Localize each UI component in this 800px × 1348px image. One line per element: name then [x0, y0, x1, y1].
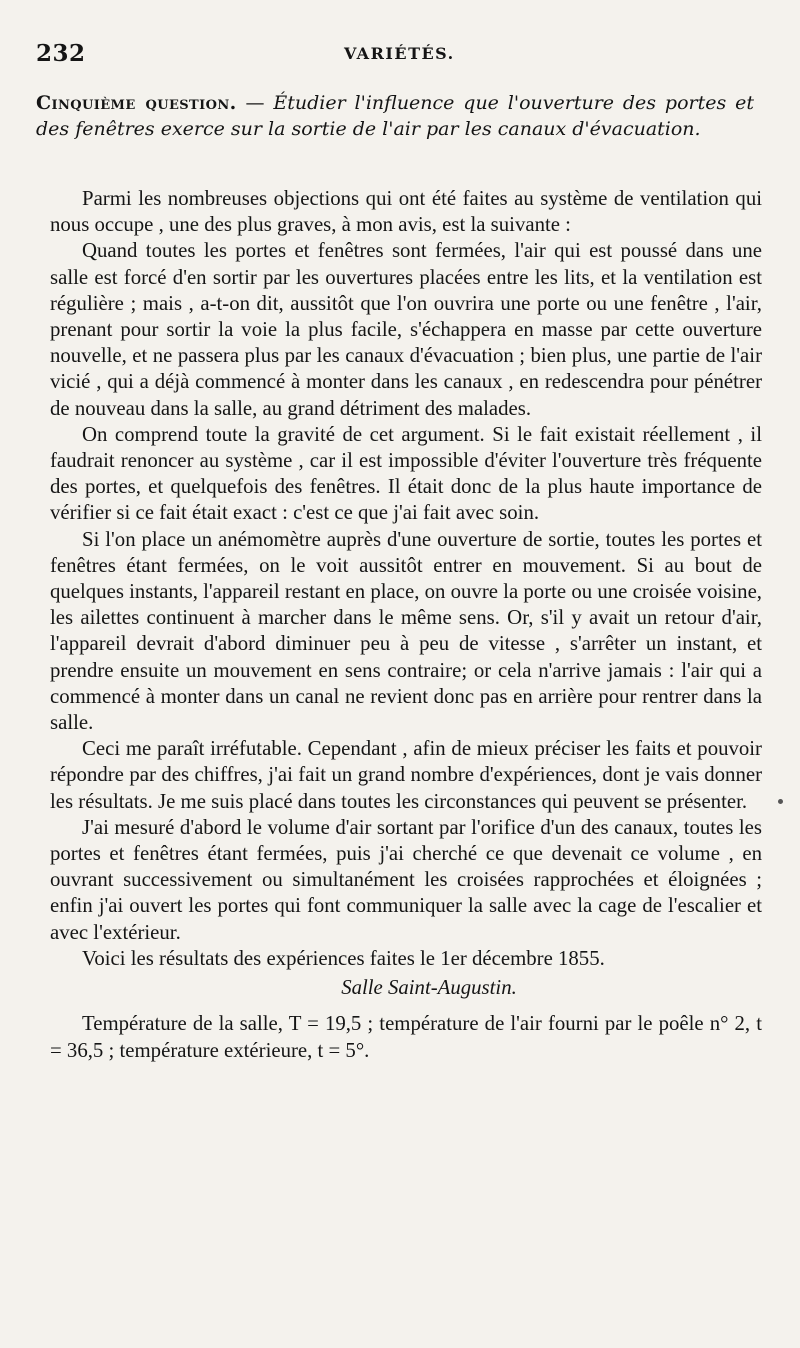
paragraph-argument: On comprend toute la gravité de cet argument. Si le fait existait réellement , il faudrait renoncer au système , car il est impossible d'éviter l'ouverture très fréquente des portes, et quelquefois des fenêtres. Il était donc de la plus haute importance de vérifier si ce fait était exact : c'est ce que j'ai fait avec soin. [50, 422, 762, 525]
running-head: VARIÉTÉS. [344, 44, 455, 63]
room-subheading [50, 975, 762, 1001]
temperature-line: Température de la salle, T = 19,5 ; température de l'air fourni par le poêle n° 2, t = 36,5 ; température extérieure, t = 5°. [50, 1012, 762, 1062]
paragraph-measurements: J'ai mesuré d'abord le volume d'air sortant par l'orifice d'un des canaux, toutes les portes et fenêtres étant fermées, puis j'ai cherché ce que devenait ce volume , en ouvrant successivement ou simultanément les croisées rapprochées et éloignées ; enfin j'ai ouvert les portes qui font communiquer la salle avec la cage de l'escalier et avec l'extérieur. [50, 815, 762, 944]
page-number: 232 [36, 40, 86, 67]
room-name: Salle Saint-Augustin. [341, 976, 517, 1000]
margin-dot [778, 799, 783, 804]
question-dash: — [236, 92, 274, 114]
question-heading [36, 90, 754, 142]
paragraph-experiments: Ceci me paraît irréfutable. Cependant , afin de mieux préciser les faits et pouvoir répondre par des chiffres, j'ai fait un grand nombre d'expériences, dont je vais donner les résultats. Je me suis placé dans toutes les circonstances qui peuvent se présenter. [50, 737, 762, 813]
article-body [50, 186, 762, 1064]
paragraph-results-date: Voici les résultats des expériences faites le 1er décembre 1855. [82, 946, 605, 970]
paragraph-anemometer: Si l'on place un anémomètre auprès d'une ouverture de sortie, toutes les portes et fenêtres étant fermées, on le voit aussitôt entrer en mouvement. Si au bout de quelques instants, l'appareil restant en place, on ouvre la porte ou une croisée voisine, les ailettes continuent à marcher dans le même sens. Or, s'il y avait un retour d'air, l'appareil devrait d'abord diminuer peu à peu de vitesse , s'arrêter un instant, et prendre ensuite un mouvement en sens contraire; or cela n'arrive jamais : l'air qui a commencé à monter dans un canal ne revient donc pas en arrière pour rentrer dans la salle. [50, 527, 762, 735]
paragraph-objection-intro: Parmi les nombreuses objections qui ont été faites au système de ventilation qui nous occupe , une des plus graves, à mon avis, est la suivante : [50, 187, 762, 237]
question-label: Cinquième question. [36, 92, 237, 114]
question-text: Étudier l'influence que l'ouverture des portes et des fenêtres exerce sur la sortie de l'air par les canaux d'évacuation. [36, 92, 754, 140]
page-header [36, 40, 766, 76]
paragraph-objection-detail: Quand toutes les portes et fenêtres sont fermées, l'air qui est poussé dans une salle est forcé d'en sortir par les ouvertures placées entre les lits, et la ventilation est régulière ; mais , a-t-on dit, aussitôt que l'on ouvrira une porte ou une fenêtre , l'air, prenant pour sortir la voie la plus facile, s'échappera en masse par cette ouverture nouvelle, et ne passera plus par les canaux d'évacuation ; bien plus, une partie de l'air vicié , qui a déjà commencé à monter dans les canaux , en redescendra pour pénétrer de nouveau dans la salle, au grand détriment des malades. [50, 239, 762, 420]
